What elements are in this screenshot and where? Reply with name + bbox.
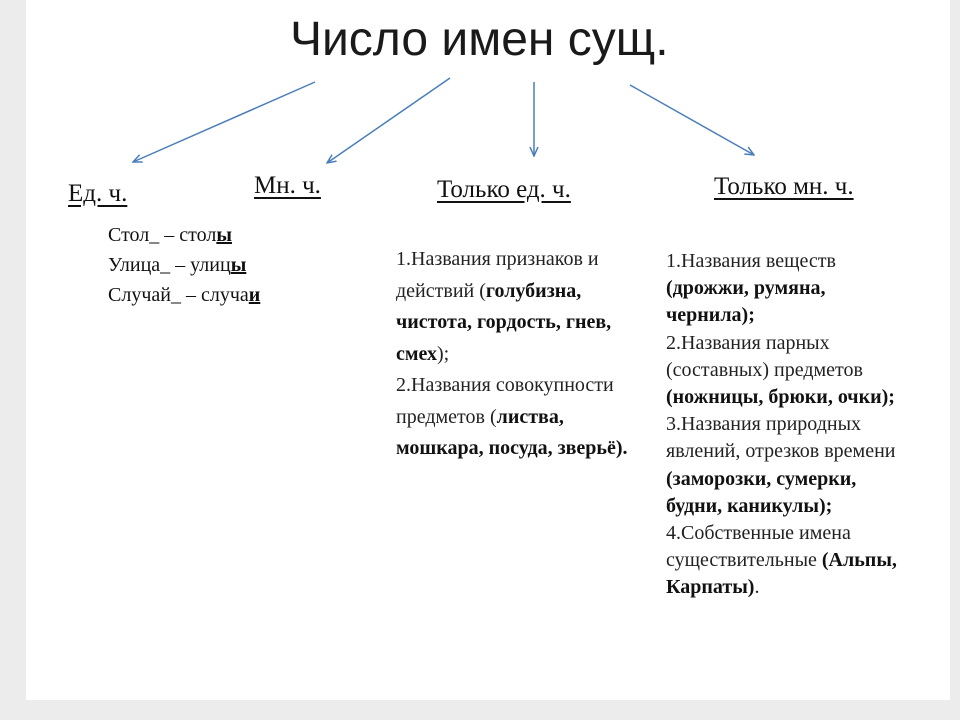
- list-item: [666, 248, 916, 330]
- item-tail: );: [436, 342, 450, 365]
- item-examples: (Альпы, Карпаты): [666, 549, 897, 599]
- heading-only-singular: Только ед. ч.: [437, 176, 571, 203]
- item-number: 1.: [396, 248, 411, 270]
- example-row: [108, 220, 260, 250]
- example-ending: ы: [230, 254, 247, 276]
- example-ending: ы: [216, 224, 232, 246]
- item-text: Названия парных (составных) предметов: [666, 331, 863, 381]
- arrow-to-plural: [327, 78, 450, 163]
- item-examples: голубизна, чистота, гордость, гнев, смех: [396, 279, 612, 365]
- arrow-to-singular: [133, 82, 315, 162]
- list-item: [666, 330, 916, 412]
- page-title: Число имен сущ.: [290, 13, 669, 66]
- item-number: 2.: [666, 331, 681, 354]
- example-row: [108, 250, 260, 280]
- item-number: 2.: [396, 374, 411, 396]
- list-item: [396, 244, 656, 370]
- list-item: [666, 411, 916, 520]
- heading-plural: Мн. ч.: [254, 172, 321, 199]
- heading-singular: Ед. ч.: [68, 180, 128, 207]
- example-stem: Улица_ – улиц: [108, 254, 231, 276]
- item-number: 3.: [666, 413, 681, 436]
- example-stem: Стол_ – стол: [108, 224, 217, 246]
- item-number: 4.: [666, 522, 681, 545]
- example-ending: и: [248, 284, 261, 306]
- item-text: Названия природных явлений, отрезков времени: [666, 413, 896, 463]
- item-tail: .: [754, 576, 760, 599]
- list-item: [666, 520, 916, 602]
- item-examples: (дрожжи, румяна, чернила);: [666, 277, 826, 327]
- item-text: Названия веществ: [681, 250, 836, 272]
- list-item: [396, 370, 656, 465]
- item-text: Названия признаков и действий (: [396, 248, 599, 302]
- item-examples: (ножницы, брюки, очки);: [666, 386, 895, 409]
- example-stem: Случай_ – случа: [108, 284, 249, 306]
- item-text: Названия совокупности предметов (: [396, 374, 614, 428]
- arrow-to-only-plural: [630, 85, 754, 155]
- only-singular-list: [396, 244, 656, 465]
- item-text: Собственные имена существительные: [666, 522, 851, 572]
- example-row: [108, 280, 260, 310]
- plural-formation-examples: [108, 220, 260, 310]
- only-plural-list: [666, 248, 916, 602]
- item-examples: (заморозки, сумерки, будни, каникулы);: [666, 467, 857, 517]
- item-examples: листва, мошкара, посуда, зверьё).: [396, 405, 628, 459]
- heading-only-plural: Только мн. ч.: [714, 173, 854, 200]
- item-number: 1.: [666, 250, 681, 272]
